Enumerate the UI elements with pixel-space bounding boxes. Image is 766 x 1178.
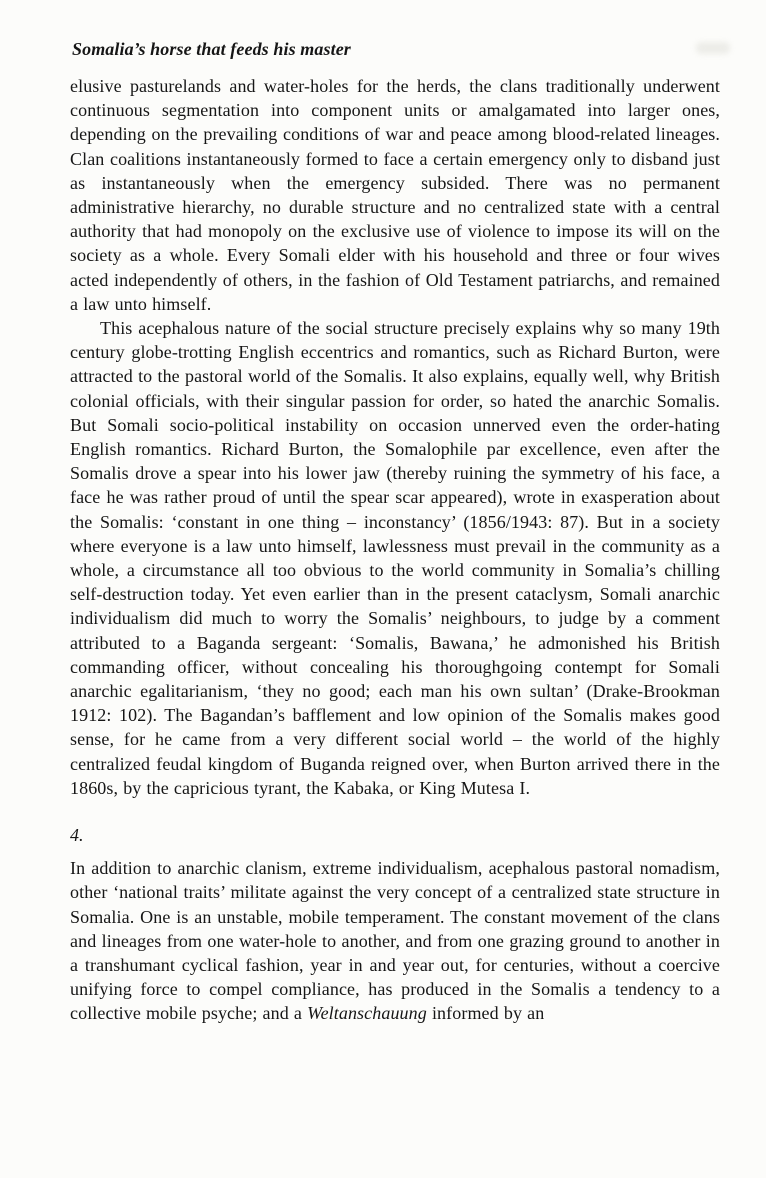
weltanschauung-italic-term: Weltanschauung bbox=[307, 1003, 427, 1024]
running-header: Somalia’s horse that feeds his master bbox=[72, 39, 351, 59]
section-number-heading: 4. bbox=[70, 825, 84, 846]
paragraph-national-traits bbox=[70, 856, 720, 1025]
paragraph-national-traits-text: In addition to anarchic clanism, extreme individualism, acephalous pastoral nomadism, other ‘national traits’ militate against the very concept of a centralized state structure in Somalia. One is an unstable, mobile temperament. The constant movement of the clans and lineages from one water-hole to another, and from one grazing ground to another in a transhumant cyclical fashion, year in and year out, for centuries, without a coercive unifying force to compel compliance, has produced in the Somalis a tendency to a collective mobile psyche; and a bbox=[70, 858, 720, 1024]
page-number-ghost-smudge bbox=[696, 42, 730, 54]
page-body bbox=[70, 74, 720, 1026]
paragraph-acephalous: This acephalous nature of the social structure precisely explains why so many 19th century globe-trotting English eccentrics and romantics, such as Richard Burton, were attracted to the pastoral world of the Somalis. It also explains, equally well, why British colonial officials, with their singular passion for order, so hated the anarchic Somalis. But Somali socio-political instability on occasion unnerved even the order-hating English romantics. Richard Burton, the Somalophile par excellence, even after the Somalis drove a spear into his lower jaw (thereby ruining the symmetry of his face, a face he was rather proud of until the spear scar appeared), wrote in exasperation about the Somalis: ‘constant in one thing – inconstancy’ (1856/1943: 87). But in a society where everyone is a law unto himself, lawlessness must prevail in the community as a whole, a circumstance all too obvious to the world community in Somalia’s chilling self-destruction today. Yet even earlier than in the present cataclysm, Somali anarchic individualism did much to worry the Somalis’ neighbours, to judge by a comment attributed to a Baganda sergeant: ‘Somalis, Bawana,’ he admonished his British commanding officer, without concealing his thoroughgoing contempt for Somali anarchic egalitarianism, ‘they no good; each man his own sultan’ (Drake-Brookman 1912: 102). The Bagandan’s bafflement and low opinion of the Somalis makes good sense, for he came from a very different social world – the world of the highly centralized feudal kingdom of Buganda reigned over, when Burton arrived there in the 1860s, by the capricious tyrant, the Kabaka, or King Mutesa I. bbox=[70, 318, 720, 798]
paragraph-continuation: elusive pasturelands and water-holes for the herds, the clans traditionally underwent continuous segmentation into component units or amalgamated into larger ones, depending on the prevailing conditions of war and peace among blood-related lineages. Clan coalitions instantaneously formed to face a certain emergency only to disband just as instantaneously when the emergency subsided. There was no permanent administrative hierarchy, no durable structure and no centralized state with a central authority that had monopoly on the exclusive use of violence to impose its will on the society as a whole. Every Somali elder with his household and three or four wives acted independently of others, in the fashion of Old Testament patriarchs, and remained a law unto himself. bbox=[70, 76, 720, 314]
paragraph-national-traits-tail: informed by an bbox=[426, 1003, 545, 1024]
